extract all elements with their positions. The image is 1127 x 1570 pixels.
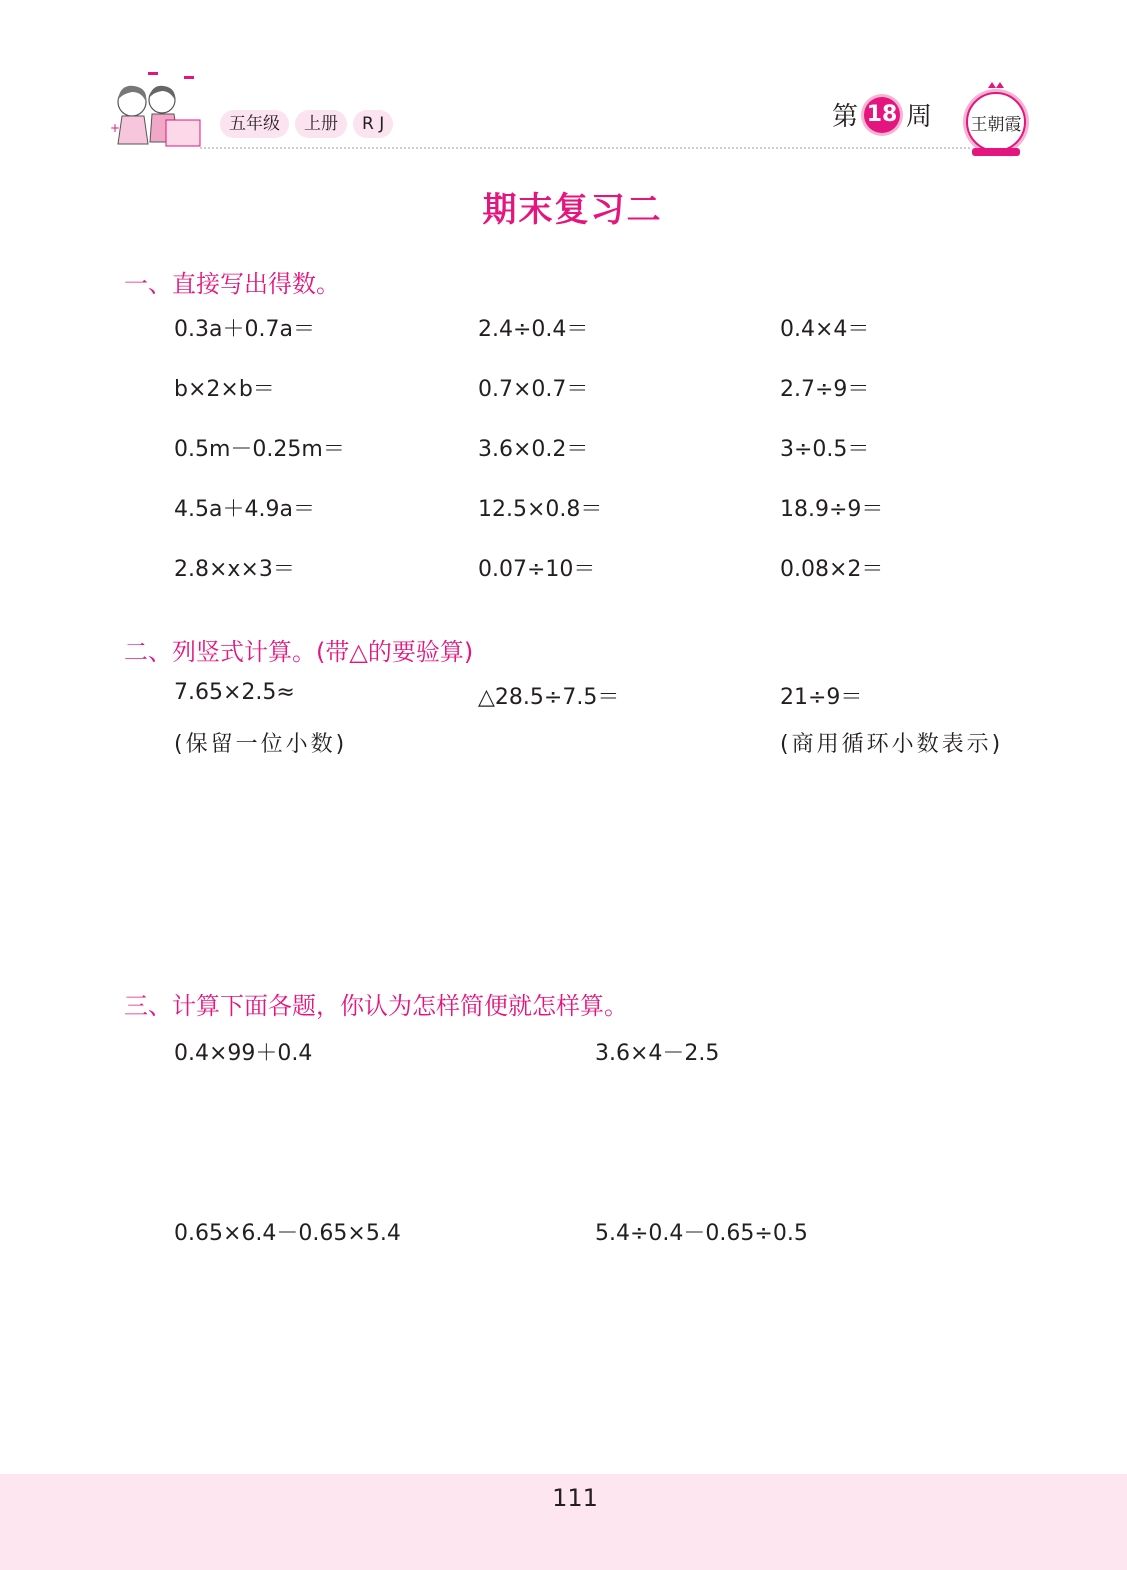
children-illustration xyxy=(104,72,206,154)
section1-title: 一、直接写出得数。 xyxy=(124,270,340,298)
s1-item-2-2: 0.7×0.7＝ xyxy=(478,377,589,402)
s3-item-4: 5.4÷0.4－0.65÷0.5 xyxy=(595,1221,808,1246)
grade-tag: 五年级 xyxy=(220,110,289,138)
s2-item-3: 21÷9＝ xyxy=(780,685,863,710)
s2-item-1: 7.65×2.5≈ xyxy=(174,680,295,705)
s2-note-2: (商用循环小数表示) xyxy=(780,732,1004,757)
s2-item-2: △28.5÷7.5＝ xyxy=(478,685,620,710)
s1-item-2-1: b×2×b＝ xyxy=(174,377,275,402)
s1-item-1-2: 2.4÷0.4＝ xyxy=(478,317,589,342)
volume-tag: 上册 xyxy=(295,110,347,138)
svg-text:+: + xyxy=(110,121,121,135)
s1-item-2-3: 2.7÷9＝ xyxy=(780,377,870,402)
header-divider xyxy=(200,147,970,149)
s3-item-1: 0.4×99＋0.4 xyxy=(174,1041,313,1066)
s1-item-3-1: 0.5m－0.25m＝ xyxy=(174,437,345,462)
s1-item-1-1: 0.3a＋0.7a＝ xyxy=(174,317,315,342)
s1-item-4-1: 4.5a＋4.9a＝ xyxy=(174,497,315,522)
s3-item-2: 3.6×4－2.5 xyxy=(595,1041,720,1066)
s2-note-1: (保留一位小数) xyxy=(174,732,348,757)
s1-item-4-3: 18.9÷9＝ xyxy=(780,497,884,522)
s3-item-3: 0.65×6.4－0.65×5.4 xyxy=(174,1221,401,1246)
s1-item-5-2: 0.07÷10＝ xyxy=(478,557,596,582)
s1-item-5-3: 0.08×2＝ xyxy=(780,557,884,582)
week-suffix: 周 xyxy=(906,102,933,132)
s1-item-3-2: 3.6×0.2＝ xyxy=(478,437,589,462)
week-label xyxy=(832,96,932,133)
edition-tag: R J xyxy=(353,110,393,138)
s1-item-3-3: 3÷0.5＝ xyxy=(780,437,870,462)
section3-title: 三、计算下面各题，你认为怎样简便就怎样算。 xyxy=(124,992,628,1020)
page-title: 期末复习二 xyxy=(482,190,663,230)
week-number-badge: 18 xyxy=(864,97,900,133)
week-prefix: 第 xyxy=(832,102,859,132)
page-number: 111 xyxy=(552,1484,598,1512)
brand-seal-logo xyxy=(958,80,1034,160)
s1-item-1-3: 0.4×4＝ xyxy=(780,317,870,342)
grade-tags xyxy=(220,110,393,138)
section2-title: 二、列竖式计算。(带△的要验算) xyxy=(124,638,474,666)
s1-item-5-1: 2.8×x×3＝ xyxy=(174,557,295,582)
seal-text: 王朝霞 xyxy=(970,115,1022,135)
s1-item-4-2: 12.5×0.8＝ xyxy=(478,497,603,522)
